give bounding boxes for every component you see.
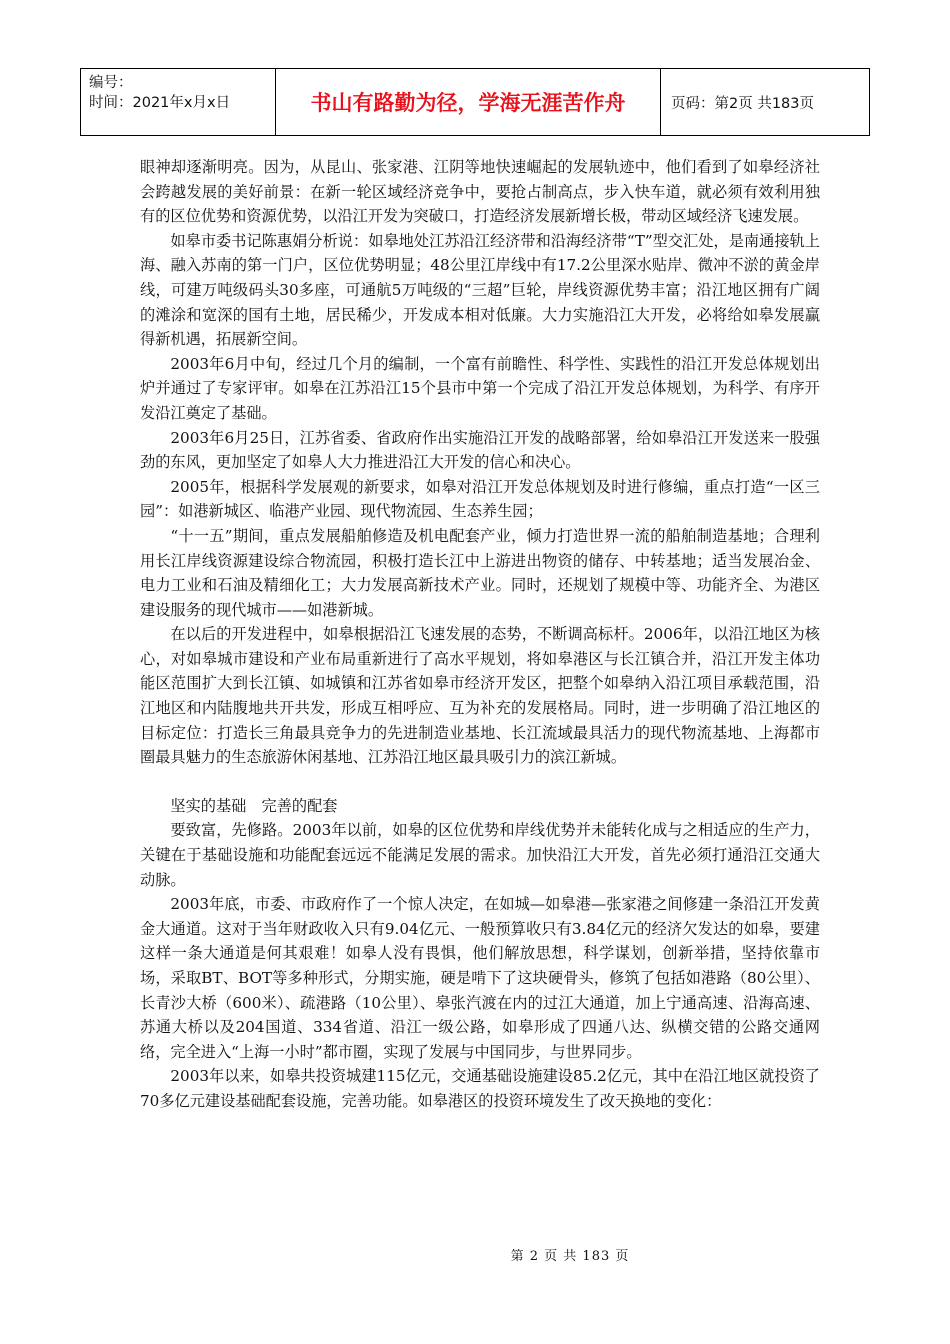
paragraph: 在以后的开发进程中，如皋根据沿江飞速发展的态势，不断调高标杆。2006年，以沿江地区为核心，对如皋城市建设和产业布局重新进行了高水平规划，将如皋港区与长江镇合并，沿江开发主体功能区范围扩大到长江镇、如城镇和江苏省如皋市经济开发区，把整个如皋纳入沿江项目承载范围，沿江地区和内陆腹地共开共发，形成互相呼应、互为补充的发展格局。同时，进一步明确了沿江地区的目标定位：打造长三角最具竞争力的先进制造业基地、长江流域最具活力的现代物流基地、上海都市圈最具魅力的生态旅游休闲基地、江苏沿江地区最具吸引力的滨江新城。 xyxy=(140,625,820,767)
page-footer xyxy=(0,1245,950,1264)
header-meta xyxy=(81,69,276,135)
document-body xyxy=(140,155,820,1114)
paragraph: 2005年，根据科学发展观的新要求，如皋对沿江开发总体规划及时进行修编，重点打造“一区三园”：如港新城区、临港产业园、现代物流园、生态养生园； xyxy=(140,477,820,521)
paragraph: 如皋市委书记陈惠娟分析说：如皋地处江苏沿江经济带和沿海经济带“T”型交汇处，是南通接轨上海、融入苏南的第一门户，区位优势明显；48公里江岸线中有17.2公里深水贴岸、微冲不淤的黄金岸线，可建万吨级码头30多座，可通航5万吨级的“三超”巨轮，岸线资源优势丰富；沿江地区拥有广阔的滩涂和宽深的国有土地，居民稀少，开发成本相对低廉。大力实施沿江大开发，必将给如皋发展赢得新机遇，拓展新空间。 xyxy=(140,231,820,349)
paragraph: 眼神却逐渐明亮。因为，从昆山、张家港、江阴等地快速崛起的发展轨迹中，他们看到了如皋经济社会跨越发展的美好前景：在新一轮区域经济竞争中，要抢占制高点，步入快车道，就必须有效利用独有的区位优势和资源优势，以沿江开发为突破口，打造经济发展新增长极，带动区域经济飞速发展。 xyxy=(140,158,820,226)
section-heading: 坚实的基础 完善的配套 xyxy=(170,796,338,815)
paragraph: “十一五”期间，重点发展船舶修造及机电配套产业，倾力打造世界一流的船舶制造基地；合理利用长江岸线资源建设综合物流园，积极打造长江中上游进出物资的储存、中转基地；适当发展冶金、电力工业和石油及精细化工；大力发展高新技术产业。同时，还规划了规模中等、功能齐全、为港区建设服务的现代城市——如港新城。 xyxy=(140,526,820,619)
paragraph: 2003年6月中旬，经过几个月的编制，一个富有前瞻性、科学性、实践性的沿江开发总体规划出炉并通过了专家评审。如皋在江苏沿江15个县市中第一个完成了沿江开发总体规划，为科学、有序开发沿江奠定了基础。 xyxy=(140,354,820,422)
paragraph-gap xyxy=(140,770,820,794)
paragraph: 2003年以来，如皋共投资城建115亿元，交通基础设施建设85.2亿元，其中在沿江地区就投资了70多亿元建设基础配套设施，完善功能。如皋港区的投资环境发生了改天换地的变化： xyxy=(140,1067,820,1110)
header-page-info: 页码：第2页 共183页 xyxy=(671,95,815,112)
paragraph: 2003年6月25日，江苏省委、省政府作出实施沿江开发的战略部署，给如皋沿江开发送来一股强劲的东风，更加坚定了如皋人大力推进沿江大开发的信心和决心。 xyxy=(140,428,820,472)
paragraph: 2003年底，市委、市政府作了一个惊人决定，在如城—如皋港—张家港之间修建一条沿江开发黄金大通道。这对于当年财政收入只有9.04亿元、一般预算收只有3.84亿元的经济欠发达的如皋，要建这样一条大通道是何其艰难！如皋人没有畏惧，他们解放思想，科学谋划，创新举措，坚持依靠市场，采取BT、BOT等多种形式，分期实施，硬是啃下了这块硬骨头，修筑了包括如港路（80公里）、长青沙大桥（600米）、疏港路（10公里）、皋张汽渡在内的过江大通道，加上宁通高速、沿海高速、苏通大桥以及204国道、334省道、沿江一级公路，如皋形成了四通八达、纵横交错的公路交通网络，完全进入“上海一小时”都市圈，实现了发展与中国同步，与世界同步。 xyxy=(140,895,820,1061)
date-label: 时间：2021年x月x日 xyxy=(89,95,231,111)
document-header xyxy=(80,68,870,136)
paragraph: 要致富，先修路。2003年以前，如皋的区位优势和岸线优势并未能转化成与之相适应的生产力，关键在于基础设施和功能配套远远不能满足发展的需求。加快沿江大开发，首先必须打通沿江交通大动脉。 xyxy=(140,821,820,889)
footer-page-number: 第 2 页 共 183 页 xyxy=(510,1249,630,1264)
header-motto: 书山有路勤为径，学海无涯苦作舟 xyxy=(276,69,661,135)
code-label: 编号： xyxy=(89,75,133,91)
